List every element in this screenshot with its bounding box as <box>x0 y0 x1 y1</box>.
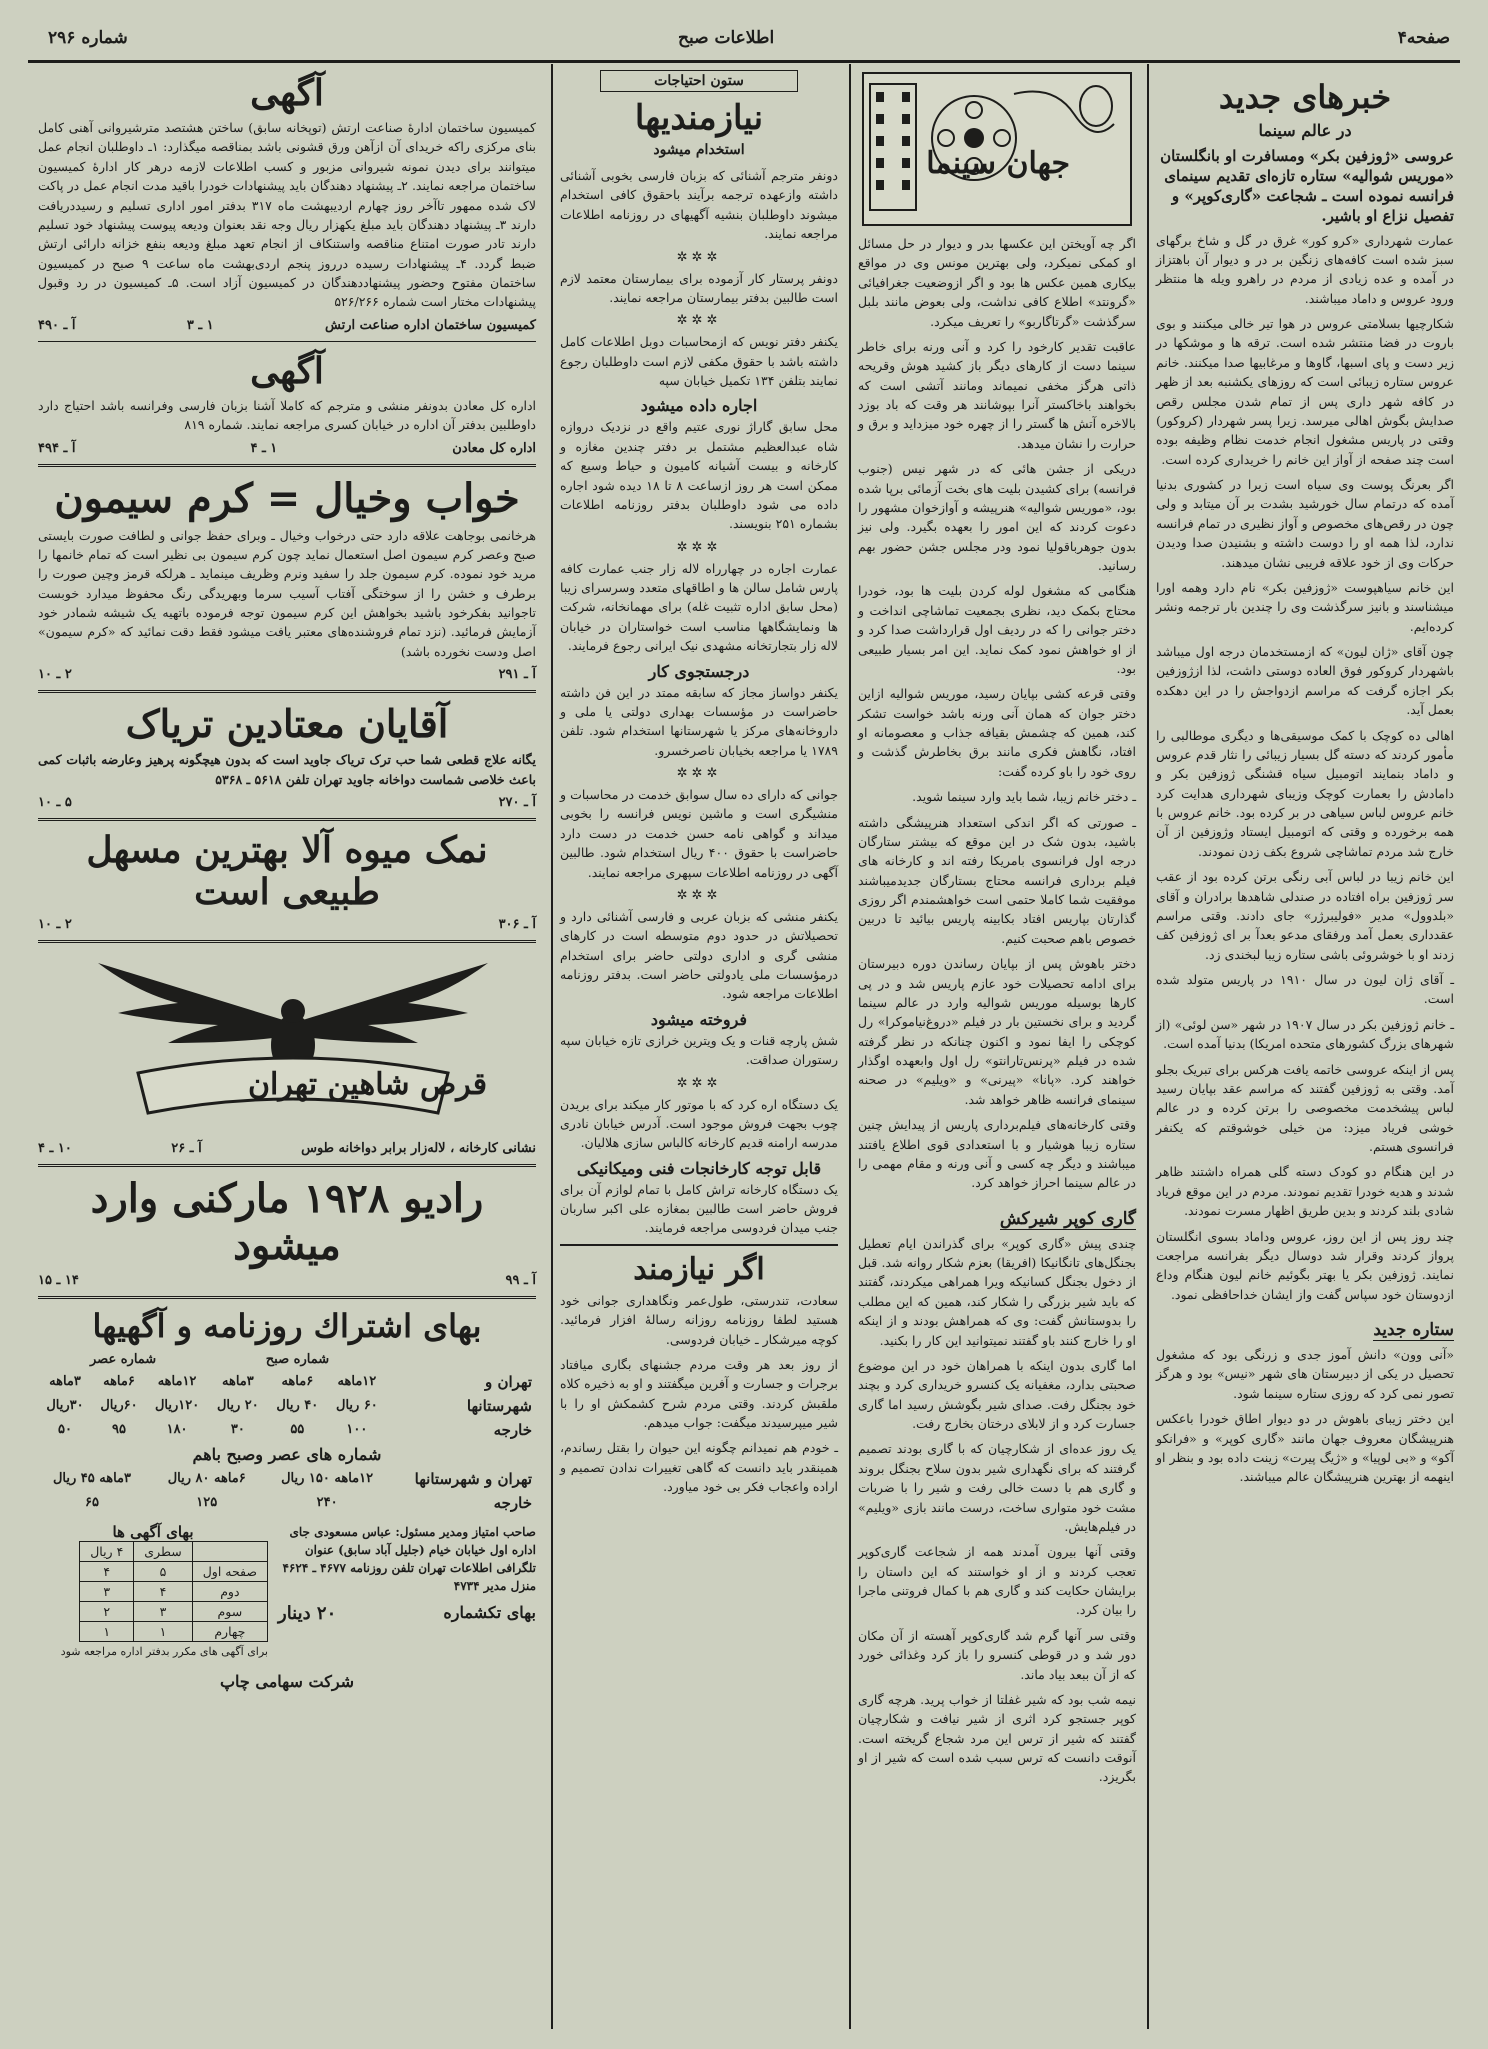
classified-category: قابل توجه کارخانجات فنی ومیکانیکی <box>576 1158 822 1178</box>
news-column <box>1150 64 1460 2029</box>
rate-cell: ۱۲۵ <box>196 1495 218 1511</box>
ad-rate-head: ۴ ریال <box>80 1541 134 1561</box>
classified-ad: سعادت، تندرستی، طول‌عمر ونگاهداری جوانی خود هستید لطفا روزنامه روزانه رسالهٔ افزار فرمائید. کوچه میرشکار ـ خیابان فردوسی. <box>560 1292 838 1347</box>
rate-cell: ۱۲ماهه <box>157 1374 197 1390</box>
article-paragraph: از روز بعد هر وقت مردم جشنهای بگاری میافتاد برجرات و جسارت و آفرین میگفتند و او به ذخیره کلاه ملقبش کردند. وقتی مردم شرح کشمکش او را با شیر میپرسیدند میگفت: جواب میدهم. <box>560 1356 838 1430</box>
article-paragraph: نیمه شب بود که شیر غفلتا از خواب پرید. هرچه گاری کوپر جستجو کرد اثری از شیر نیافت و شکارچیان گفتند که شیر از ترس این مرد شجاع گریخته است. آنوقت دانست که ترس سبب شده است که شیر از او بگریزد. <box>858 1691 1136 1785</box>
article-paragraph: عمارت شهرداری «کرو کور» غرق در گل و شاخ برگهای سبز شده است کافه‌های زنگین بر در و دیوار آن باهتزاز در آمده و عده زیادی از مردم در راهرو ویله ها منتظر ورود عروس و داماد میباشند. <box>1156 232 1454 306</box>
ad-rates-block <box>38 1523 268 1658</box>
classified-ad: یک دستگاه اره کرد که با موتور کار میکند برای بریدن چوب بجهت فروش موجود است. آدرس خیابان نادری مدرسه ارامنه قدیم کارخانه کالباس سازی هلالیان. <box>560 1096 838 1151</box>
classifieds-title: نیازمندیها <box>634 98 764 138</box>
ad-rate-page: سوم <box>192 1601 267 1621</box>
divider-stars: ✲✲✲ <box>676 249 722 265</box>
ad-ref-number: ۱۴ ـ ۱۵ <box>38 1272 79 1288</box>
article-paragraph: عاقبت تقدیر کارخود را کرد و آنی ورنه برای خاطر سینما دست از کارهای دیگر باز کشید هوش وقریحه ذاتی هرگز مخفی نمیماند ومانند آتشی است که بخواهند باخاکستر آنرا بپوشانند هر وقت که باد بوزد بالاخره آتش ها گستر را از چهره خود میزداید و برق و حرارت را نشان میدهد. <box>858 338 1136 451</box>
article-paragraph: پس از اینکه عروسی خاتمه یافت هرکس برای تبریک بجلو آمد. وقتی به ژوزفین گفتند که مراسم عقد بپایان رسید لباس پیشخدمت مخصوصی را برتن کرده و در عالم خوشی فریاد میزد: من خیلی خوشوقتم که یکنفر فرانسوی هستم. <box>1156 1061 1454 1155</box>
article-paragraph: ـ خانم ژوزفین بکر در سال ۱۹۰۷ در شهر «سن لوئی» (از شهرهای بزرگ کشورهای متحده امریکا) بدنیا آمده است. <box>1156 1016 1454 1052</box>
news-headline: خبرهای جدید <box>1218 78 1392 116</box>
ad-block-shahin-pills <box>38 943 536 1167</box>
ad-rate-page: چهارم <box>192 1621 267 1641</box>
article-paragraph: اهالی ده کوچک با کمک موسیقی‌ها و دیگری موطالبی را مأمور کردند که دسته گل بسیار زیبائی را نثار قدم عروس و داماد بنمایند اتومبیل سیاه قشنگی ژوزفین بکر و دامادش را بعمارت کوچک وزیبای شهرداری هدایت کرد خانم عروس لباس سیاهی در بر کرده بود. خانم عروس با همه برخورده و وقتی که اتومبیل ایستاد وژوزفین از آن خارج شد مردم تماشاچی شروع بکف زدن نمودند. <box>1156 727 1454 859</box>
news-subhead: عروسی «ژوزفین بکر» ومسافرت او بانگلستان «موریس شوالیه» ستاره تازه‌ای تقدیم سینمای فرانسه نموده است ـ شجاعت «گاری‌کوپر» و تفصیل نزاع او باشیر. <box>1160 146 1454 226</box>
ad-text: یگانه علاج قطعی شما حب ترک تریاک جاوید است که بدون هیچگونه پرهیز وعارضه باثبات کمی باعث خلاصی شماست دواخانه جاوید تهران تلفن ۵۶۱۸ ـ ۵۳۶۸ <box>38 752 536 787</box>
subscription-table <box>38 1349 536 1515</box>
ad-ref-code: آ ـ ۳۰۶ <box>498 916 536 932</box>
article-paragraph: دختر باهوش پس از بپایان رساندن دوره دبیرستان برای ادامه تحصیلات خود عازم پاریس شد و در پی کارها بوسیله موریس شوالیه وارد در عالم سینما گردید و برای نخستین بار در فیلم «دروغ‌نیاموکرا» رل کوچکی را ایفا نمود و اکنون چنانکه در نظر گرفته شده در فیلم «پرنس‌تارانتو» رل اول وابعهده اوگذار خواهند کرد. «پانا» «پیرنی» و «ویلیم» در صحنه سینمای فرانسه ظاهر خواهد شد. <box>858 956 1136 1107</box>
article-paragraph: ـ دختر خانم زیبا، شما باید وارد سینما شوید. <box>912 789 1136 805</box>
rate-cell: ۳ماهه <box>222 1374 254 1390</box>
ad-block-army-commission <box>38 64 536 342</box>
classified-category: اجاره داده میشود <box>640 396 758 416</box>
ad-reference <box>38 795 536 810</box>
ad-ref-code: آ ـ ۲۶ <box>171 1140 202 1156</box>
ad-ref-number: ۱ ـ ۳ <box>186 317 214 333</box>
classifieds-subhead: استخدام میشود <box>653 142 745 158</box>
ad-text: اداره کل معادن بدونفر منشی و مترجم که کاملا آشنا بزبان فارسی وفرانسه باشد احتیاج دارد داوطلبین بدفتر آن اداره در خیابان کسری مراجعه نمایند. شماره ۸۱۹ <box>38 397 536 433</box>
printer-credit: شرکت سهامی چاپ <box>219 1671 355 1691</box>
ad-rate-value: ۱ <box>134 1621 192 1641</box>
ad-ref-code: آ ـ ۹۹ <box>505 1272 536 1288</box>
eagle-icon <box>78 953 508 1133</box>
column-rule <box>1147 64 1149 2029</box>
article-paragraph: ـ خودم هم نمیدانم چگونه این حیوان را بقتل رساندم، همینقدر باید دانست که گاهی تغییرات ندادن تصمیم و اراده واعجاب فکر بی خود میاورد. <box>560 1440 838 1495</box>
classifieds-column <box>554 64 844 2029</box>
classified-ad: یکنفر دفتر نویس که ازمحاسبات دوبل اطلاعات کامل داشته باشد با حقوق مکفی لازم است داوطلبان رجوع نمایند بتلفن ۱۳۴ تکمیل خیابان سپه <box>560 334 838 388</box>
article-paragraph: چندی پیش «گاری کوپر» برای گذراندن ایام تعطیل بجنگل‌های تانگانیکا (افریقا) بعزم شکار روانه شد. قبل از دخول بجنگل کسانیکه ویرا همراهی میکردند، گفتند که باید شیر بزرگی را شکار کند، همین که این مطلب را بدوستانش گفت: وی که همراهش بودند و از اینکه او را خارج کنند باو گفتند نمیتوانید این کار را بکنید. <box>858 1235 1136 1348</box>
col-head-evening: شماره عصر <box>90 1351 157 1367</box>
ad-ref-number: ۲ ـ ۱۰ <box>38 667 72 683</box>
rate-cell: ۱۲ماهه ۱۵۰ ریال <box>281 1471 374 1487</box>
price-label: بهای تکشماره <box>443 1602 536 1622</box>
rate-cell: ۶ماهه <box>103 1374 135 1390</box>
article-paragraph: وقتی آنها بیرون آمدند همه از شجاعت گاری‌کوپر تعجب کردند و از او خواستند که این داستان را برایشان حکایت کند و گاری هم با کمال فروتنی ماجرا را بیان کرد. <box>858 1544 1136 1618</box>
rate-cell: ۱۰۰ <box>346 1422 368 1438</box>
publisher-and-ad-rates <box>38 1523 536 1658</box>
rate-cell: ۹۵ <box>111 1422 126 1438</box>
ad-rates-title: بهای آگهی ها <box>112 1522 194 1541</box>
page-number: صفحه۴ <box>1397 28 1450 48</box>
article-paragraph: این خانم سیاهپوست «ژوزفین بکر» نام دارد وهمه اورا میشناسند و بانیز سرگذشت وی را چندین بار ترجمه ونشر کرده‌ایم. <box>1156 579 1454 634</box>
ad-ref-code: آ ـ ۴۹۴ <box>38 440 76 456</box>
section-heading: گاری کوپر شیرکش <box>999 1208 1136 1229</box>
ad-block-mines-office <box>38 342 536 467</box>
classified-ad: یکنفر منشی که بزبان عربی و فارسی آشنائی دارد و تحصیلاتش در حدود دوم متوسطه است در کارهای منشی گری و اداری دولتی حاضر برای استخدام درمؤسسات ملی یادولتی حاضر است. بدفتر روزنامه اطلاعات مراجعه شود. <box>560 908 838 1002</box>
ad-rate-value: ۵ <box>134 1561 192 1581</box>
classified-ad: دونفر پرستار کار آزموده برای بیمارستان معتمد لازم است طالبین بدفتر بیمارستان مراجعه نمایند. <box>560 270 838 305</box>
rate-cell: ۲۰ ریال <box>216 1398 259 1414</box>
rate-cell: ۳۰ریال <box>46 1398 84 1414</box>
row-label: شهرستانها <box>466 1396 532 1415</box>
classified-ad: عمارت اجاره در چهارراه لاله زار جنب عمارت کافه پارس شامل سالن ها و اطاقهای متعدد وسرسرای زیبا (محل سابق اداره تثبیت غله) برای مهمانخانه، شرکت ها ونمایشگاهها مناسب است خواستاران در خیابان لاله زار بتجارتخانه مشهدی نیک ایرانی رجوع فرمایند. <box>560 560 838 654</box>
ad-ref-code: آ ـ ۴۹۰ <box>38 317 76 333</box>
ad-ref-number: ۵ ـ ۱۰ <box>38 794 72 810</box>
rate-cell: ۵۰ <box>58 1422 72 1438</box>
rate-cell: ۶ماهه <box>281 1374 314 1390</box>
ad-title: نمک میوه آلا بهترین مسهل طبیعی است <box>86 828 488 913</box>
newspaper-page <box>28 22 1460 2032</box>
article-paragraph: این دختر زیبای باهوش در دو دیوار اطاق خودرا باعکس هنرپیشگان معروف جهان مانند «گاری کوپر» و «فرانکو آکو» و «بی لوپیا» و «ژیگ پیرت» زینت داده بود و بنظر او اینهمه از بهترین هنرپیشگان عالم میباشند. <box>1156 1411 1454 1485</box>
divider-stars: ✲✲✲ <box>676 313 722 329</box>
ad-title: آگهی <box>250 349 324 392</box>
masthead-bar <box>28 22 1460 63</box>
article-paragraph: در این هنگام دو کودک دسته گلی همراه داشتند ظاهر شدند و هدیه خودرا تقدیم نمودند. مردم در این موقع فریاد شادی بلند کردند و بدین طریق اظهار مسرت نمودند. <box>1156 1164 1454 1219</box>
classified-category: فروخته میشود <box>650 1009 748 1029</box>
publisher-block <box>278 1523 536 1624</box>
ad-ref-code: آ ـ ۲۹۱ <box>498 667 536 683</box>
rate-cell: ۶۰ ریال <box>336 1398 378 1414</box>
article-paragraph: چند روز پس از این روز، عروس وداماد بسوی انگلستان پرواز کردند وقرار شد دوسال دیگر بفرانسه مراجعت نمایند. ژوزفین بکر یا بهتر بگوئیم خانم لیون هنگام وداع ازدوستان خود سپاس گفت واز ایشان خداحافظی نمود. <box>1156 1228 1454 1302</box>
ad-rate-head: سطری <box>134 1541 192 1561</box>
divider-stars: ✲✲✲ <box>676 766 722 781</box>
ad-reference <box>38 1273 536 1288</box>
article-paragraph: «آنی وون» دانش آموز جدی و زرنگی بود که مشغول تحصیل در یکی از دبیرستان های شهر «نیس» بود و هرگز تصور نمی کرد که روزی ستاره سینما شود. <box>1156 1347 1454 1401</box>
rate-cell: ۱۸۰ <box>166 1422 188 1438</box>
row-label: تهران و شهرستانها <box>414 1469 532 1488</box>
section-heading: ستاره جدید <box>1373 1320 1454 1341</box>
classified-big-title: اگر نیازمند <box>560 1244 838 1287</box>
ad-rate-page <box>192 1541 267 1561</box>
publisher-info: صاحب امتیاز ومدیر مسئول: عباس مسعودی جای اداره اول خیابان خیام (جلیل آباد سابق) عنوان تلگرافی اطلاعات تهران تلفن روزنامه ۴۶۷۷ ـ ۴۶۲۴ منزل مدیر ۴۷۳۴ <box>282 1524 536 1593</box>
ad-rate-value: ۳ <box>80 1581 134 1601</box>
classifieds-column-label: ستون احتیاجات <box>600 70 798 92</box>
article-paragraph: شکارچیها بسلامتی عروس در هوا تیر خالی میکنند و بوی باروت در فضا منتشر شده است. ترقه ها و موشکها در زیر دست و پای اسبها، گاوها و مرغابیها صدا میکنند. خانم عروس ستاره زیبائی است که روزهای یکشنبه بعد از ظهر در کافه شهر داری پس از تمام شدن مجلس رقص صدایش بگوش اهالی میرسد. زیرا پسر شهردار (کروکور) وقتی در پاریس مشغول انجام خدمت نظام وظیفه بوده است چند صفحه از آواز این خانم را خریداری کرده است. <box>1156 316 1454 467</box>
col-head-morning: شماره صبح <box>265 1351 330 1367</box>
newspaper-title: اطلاعات صبح <box>678 28 775 48</box>
ad-ref-number: ۲ ـ ۱۰ <box>38 916 72 932</box>
price-value: ۲۰ دینار <box>278 1602 337 1624</box>
article-paragraph: یک روز عده‌ای از شکارچیان که با گاری بودند تصمیم گرفتند که برای نگهداری شیر بدون سلاح بجنگل بروند و گاری هم با دست خالی رفت و شیر را با ضربات مشت خود متواری ساخت، درست مانند بازی «ویلیم» در فیلم‌هایش. <box>858 1441 1136 1534</box>
eagle-emblem <box>38 947 536 1137</box>
combined-rates-title: شماره های عصر وصبح باهم <box>192 1444 382 1464</box>
article-paragraph: اگر چه آویختن این عکسها بدر و دیوار در حل مسائل او کمکی نمیکرد، ولی بهترین مونس وی در مواقع بیکاری همین عکس ها بود و اگر ازوضعیت جغرافیائی «گرونتد» اطلاع کافی نداشت، ولی بعوض مانند بلبل سرگذشت «گرتاگاربو» را تعریف میکرد. <box>858 236 1136 329</box>
row-label: تهران و <box>484 1372 532 1391</box>
ad-ref-number: ۱ ـ ۴ <box>250 440 278 456</box>
rate-cell: ۵۵ <box>290 1422 305 1438</box>
ad-reference <box>38 667 536 682</box>
ad-rate-value: ۳ <box>134 1601 192 1621</box>
rate-cell: ۶۵ <box>84 1495 99 1511</box>
display-ads-column <box>28 64 546 2029</box>
rate-cell: ۳ماهه <box>49 1374 81 1390</box>
divider-stars: ✲✲✲ <box>676 887 722 903</box>
classified-ad: یک دستگاه کارخانه تراش کامل با تمام لوازم آن برای فروش حاضر است طالبین بمغازه علی اکبر ساربان جنب میدان فردوسی مراجعه فرمایند. <box>560 1181 838 1236</box>
column-rule <box>551 64 553 2029</box>
cinema-banner-title: جهان سینما <box>926 146 1070 181</box>
news-subhead: در عالم سینما <box>1258 121 1352 140</box>
ad-ref-number: ۱۰ ـ ۴ <box>38 1140 72 1156</box>
row-label: خارجه <box>493 1493 532 1512</box>
ad-signature: کمیسیون ساختمان اداره صناعت ارتش <box>325 317 536 333</box>
cinema-column <box>852 64 1142 2029</box>
classified-ad: شش پارچه قنات و یک ویترین خرازی تازه خیابان سپه رستوران صداقت. <box>560 1032 838 1068</box>
rates-title: بهای اشتراك روزنامه و آگهیها <box>92 1306 482 1345</box>
classified-category: درجستجوی کار <box>648 661 750 681</box>
ad-text: هرخانمی بوجاهت علاقه دارد حتی درخواب وخیال ـ وبرای حفظ جوانی و لطافت صورت بایستی صبح وعصر کرم سیمون اصل استعمال نماید چون کرم سیمون بی نظیر است که تمام خانمها را مرید خود نموده. کرم سیمون جلد را سفید ونرم وظریف مینماید ـ هرلکه قرمز وچین صورت را برطرف و خشن را از سوختگی آفتاب آسیب سرما وبهریدگی رنگ محفوظ میدارد خوبست تاجوانید بفکرخود باشید بخواهش این کرم سیمون توجه فرموده باتهیه یک شیشه شمادر خود آزمایش فرمائید. (نزد تمام فروشنده‌های معتبر یافت میشود فقط دقت نمائید که «کرم سیمون» اصل ودست نخورده باشد) <box>38 527 536 659</box>
ad-ref-code: آ ـ ۲۷۰ <box>498 794 536 810</box>
article-paragraph: وقتی کارخانه‌های فیلم‌برداری پاریس از پیدایش چنین ستاره زیبا هوشیار و با استعدادی قوی اطلاع یافتند میباشند و دیگر چه کسی و آنی ورنه و مقام مهمی را در عالم سینما احراز خواهد کرد. <box>858 1117 1136 1191</box>
classified-ad: یکنفر دواساز مجاز که سابقه ممتد در این فن داشته حاضراست در مؤسسات بهداری دولتی یا ملی و داروخانه‌های مرکز یا شهرستانها استخدام شود. تلفن ۱۷۸۹ یا مراجعه بخیابان ناصرخسرو. <box>560 684 838 758</box>
ad-reference <box>38 917 536 932</box>
divider-stars: ✲✲✲ <box>676 1075 722 1091</box>
rate-cell: ۶۰ریال <box>100 1398 138 1414</box>
article-paragraph: دریکی از جشن هائی که در شهر نیس (جنوب فرانسه) برای کشیدن بلیت های بخت آزمائی برپا شده بود، «موریس شوالیه» هنرپیشه و آوازخوان مشهور را دعوت کردند که این امور را بعهده بگیرد. ولی نیز بدون جوهرباقولیا نمود ودر مجلس جشن حضور بهم رسانید. <box>858 461 1136 573</box>
ad-title: رادیو ۱۹۲۸ مارکنی وارد میشود <box>90 1174 484 1269</box>
ad-reference <box>38 441 536 456</box>
classified-ad: دونفر مترجم آشنائی که بزبان فارسی بخوبی آشنائی داشته وازعهده ترجمه برآیند باحقوق کافی استخدام میشوند داوطلبان بنشیه آگهیهای در روزنامه اطلاعات مراجعه نمایند. <box>560 168 838 242</box>
rate-cell: ۲۴۰ <box>316 1495 338 1511</box>
row-label: خارجه <box>493 1420 532 1439</box>
ad-block-radio <box>38 1167 536 1299</box>
ad-title: آگهی <box>250 72 324 114</box>
ad-rates-table <box>79 1541 268 1642</box>
ad-text: کمیسیون ساختمان ادارهٔ صناعت ارتش (توپخانه سابق) ساختن هشتصد مترشیروانی آهنی کامل بنای مرکزی راکه خریدای آن ازآهن ورق قشونی باشد بمناقصه میگذارد: ۱ـ داوطلبان انجام عمل میتوانند برای دیدن نمونه شیروانی مزبور و کسب اطلاعات لازمه درهر کار ادارهٔ کمیسیون ساختمان مراجعه نمایند. ۲ـ پیشنهاد دهندگان باید پیشنهادات خودرا باقید مدت انجام عمل در پاکت لاک شده ممهور تاآخر روز چهارم اردیبهشت ماه ۳۱۷ بدفتر امور اداری تسلیم و رسیددریافت دارند ۳ـ پیشنهاد دهندگان باید مبلغ یکهزار ریال وجه نقد بعنوان ودیعه پیوست پیشنهاد خود تسلیم دارند تادر صورت امتناع مناقصه واستنکاف از انجام تعهد مبلغ ودیعه بنفع خزانه دارائی ارتش ضبط گردد. ۴ـ پیشنهادات رسیده درروز پنجم اردی‌بهشت ماه ساعت ۹ صبح در کمیسیون ساختمان مفتوح وحضور پیشنهاددهندگان در کمیسیون آزاد است. ۵ـ کمیسیون در رد وقبول پیشنهادات مختار است شماره ۵۲۶/۲۶۶ <box>38 120 537 310</box>
rate-cell: ۱۲ماهه <box>337 1374 377 1390</box>
article-paragraph: چون آقای «ژان لیون» که ازمستخدمان درجه اول میباشد باشهردار کروکور فوق العاده دوستی داشت، لذا ازژوزفین بکر اجازه گرفت که مراسم ازدواجش را در این دهکده بعمل آید. <box>1156 644 1454 718</box>
article-paragraph: ـ صورتی که اگر اندکی استعداد هنرپیشگی داشته باشید، بدون شک در این موقع که بیشتر ستارگان درجه اول فرانسوی بامریکا رفته اند و کارخانه های فیلم برداری فرانسه محتاج بستارگان جدیدمیباشند موفقیت شما کاملا حتمی است خواهشمندم اگر روزی گذارتان بپاریس افتاد بکابینه پاریس بیائید تا دربین خصوص باهم صحبت کنیم. <box>858 814 1136 946</box>
article-paragraph: ـ آقای ژان لیون در سال ۱۹۱۰ در پاریس متولد شده است. <box>1156 972 1454 1007</box>
classified-ad: محل سابق گاراژ نوری عتیم واقع در نزدیک دروازه شاه عبدالعظیم مشتمل بر دفتر چندین مغازه و کارخانه و بیست آشیانه کامیون و حیاط وسیع که ممکن است هر روز ازساعت ۸ تا ۱۸ دیده شود اجاره داده می شود داوطلبان بدفتر روزنامه اطلاعات بشماره ۲۵۱ بنویسند. <box>560 419 838 532</box>
rate-cell: ۳۰ <box>230 1422 245 1438</box>
article-paragraph: اما گاری بدون اینکه با همراهان خود در این موضوع صحبتی بدارد، مغفیانه یک کنسرو خریداری کرد و بچند خود بجنگل رفت. صدای شیر بگوشش رسید اما گاری جسارت کرد و از لابلای درختان بخارج رفت. <box>858 1357 1136 1431</box>
ad-rate-value: ۴ <box>134 1581 192 1601</box>
ad-rates-note: برای آگهی های مکرر بدفتر اداره مراجعه شود <box>60 1644 268 1658</box>
article-paragraph: وقتی سر آنها گرم شد گاری‌کوپر آهسته از آن مکان دور شد و در قوطی کنسرو را باز کرد وغذائی خورد که از آن ببعد بیاد ماند. <box>858 1627 1136 1682</box>
ad-signature: اداره کل معادن <box>452 440 536 456</box>
classified-ad: جوانی که دارای ده سال سوابق خدمت در محاسبات و منشیگری است و ماشین نویس فرانسه را بخوبی میداند و گواهی نامه حسن خدمت در دست دارد حاضراست با حقوق ۴۰۰ ریال استخدام شود. طالبین آگهی در روزنامه اطلاعات سپهری مراجعه نمایند. <box>560 787 838 880</box>
ad-rate-value: ۲ <box>80 1601 134 1621</box>
ad-reference <box>38 318 536 333</box>
article-paragraph: اگر بعرنگ پوست وی سیاه است زیرا در کشوری بدنیا آمده که درتمام سال خورشید بشدت بر آن میتابد و ولی چون در رقص‌های مخصوص و آواز نظیری در تمام فرانسه ندارد، لذا همه او را دوست داشته و بشنیدن صدا ودیدن حرکات وی از خود علاقه فریبی نشان میدهند. <box>1156 477 1454 570</box>
ad-title: آقایان معتادین تریاک <box>125 701 449 747</box>
ad-address: نشانی کارخانه ، لاله‌زار برابر دواخانه طوس <box>301 1140 536 1156</box>
cinema-banner <box>862 72 1132 226</box>
subscription-rates <box>38 1299 536 1699</box>
rate-cell: ۴۰ ریال <box>276 1398 319 1414</box>
ad-block-opium-cure <box>38 693 536 821</box>
ad-rate-value: ۱ <box>80 1621 134 1641</box>
article-paragraph: وقتی قرعه کشی بپایان رسید، موریس شوالیه ازاین دختر جوان که همان آنی ورنه باشد خواست تشکر کند، همین که چشمش بقیافه جذاب و معصومانه او افتاد، نگاهش فکری مانند برق بخاطرش گذشت و روی خود را باو کرده گفت: <box>858 686 1136 779</box>
ad-rate-page: دوم <box>192 1581 267 1601</box>
rate-cell: ۶ماهه ۸۰ ریال <box>167 1471 246 1487</box>
article-paragraph: هنگامی که مشغول لوله کردن بلیت ها بود، خودرا محتاج بکمک دید، نظری بجمعیت تماشاچی انداخت و دختر جوانی را که در ردیف اول قرارداشت صدا کرد و از او خواهش نمود کمک نماید. این امر بسیار طبیعی بود. <box>858 583 1136 676</box>
emblem-lettering: قرص شاهین تهران <box>248 1066 488 1102</box>
rate-cell: ۳ماهه ۴۵ ریال <box>52 1471 131 1487</box>
ad-reference <box>38 1141 536 1156</box>
ad-title: خواب وخیال = کرم سیمون <box>54 474 520 522</box>
divider-stars: ✲✲✲ <box>676 539 722 555</box>
ad-block-simon-cream <box>38 467 536 694</box>
ad-block-fruit-salt <box>38 821 536 943</box>
single-copy-price <box>278 1603 536 1624</box>
issue-number: شماره ۲۹۶ <box>48 28 128 48</box>
article-paragraph: این خانم زیبا در لباس آبی رنگی برتن کرده بود از عقب سر ژوزفین براه افتاده در صندلی شاهدها برادران و آقای «بلدوول» مدیر «فولیبرژر» جای دادند. وقتی مراسم عقدداری بعمل آمد ورفقای مدعو بعدآ بر ای ژوزفین کف زدند او با خوشروئی باشی ستاره زیبا لبخندی زد. <box>1156 869 1454 962</box>
ad-rate-page: صفحه اول <box>192 1561 267 1581</box>
column-rule <box>849 64 851 2029</box>
ad-rate-value: ۴ <box>80 1561 134 1581</box>
rate-cell: ۱۲۰ریال <box>154 1398 200 1414</box>
